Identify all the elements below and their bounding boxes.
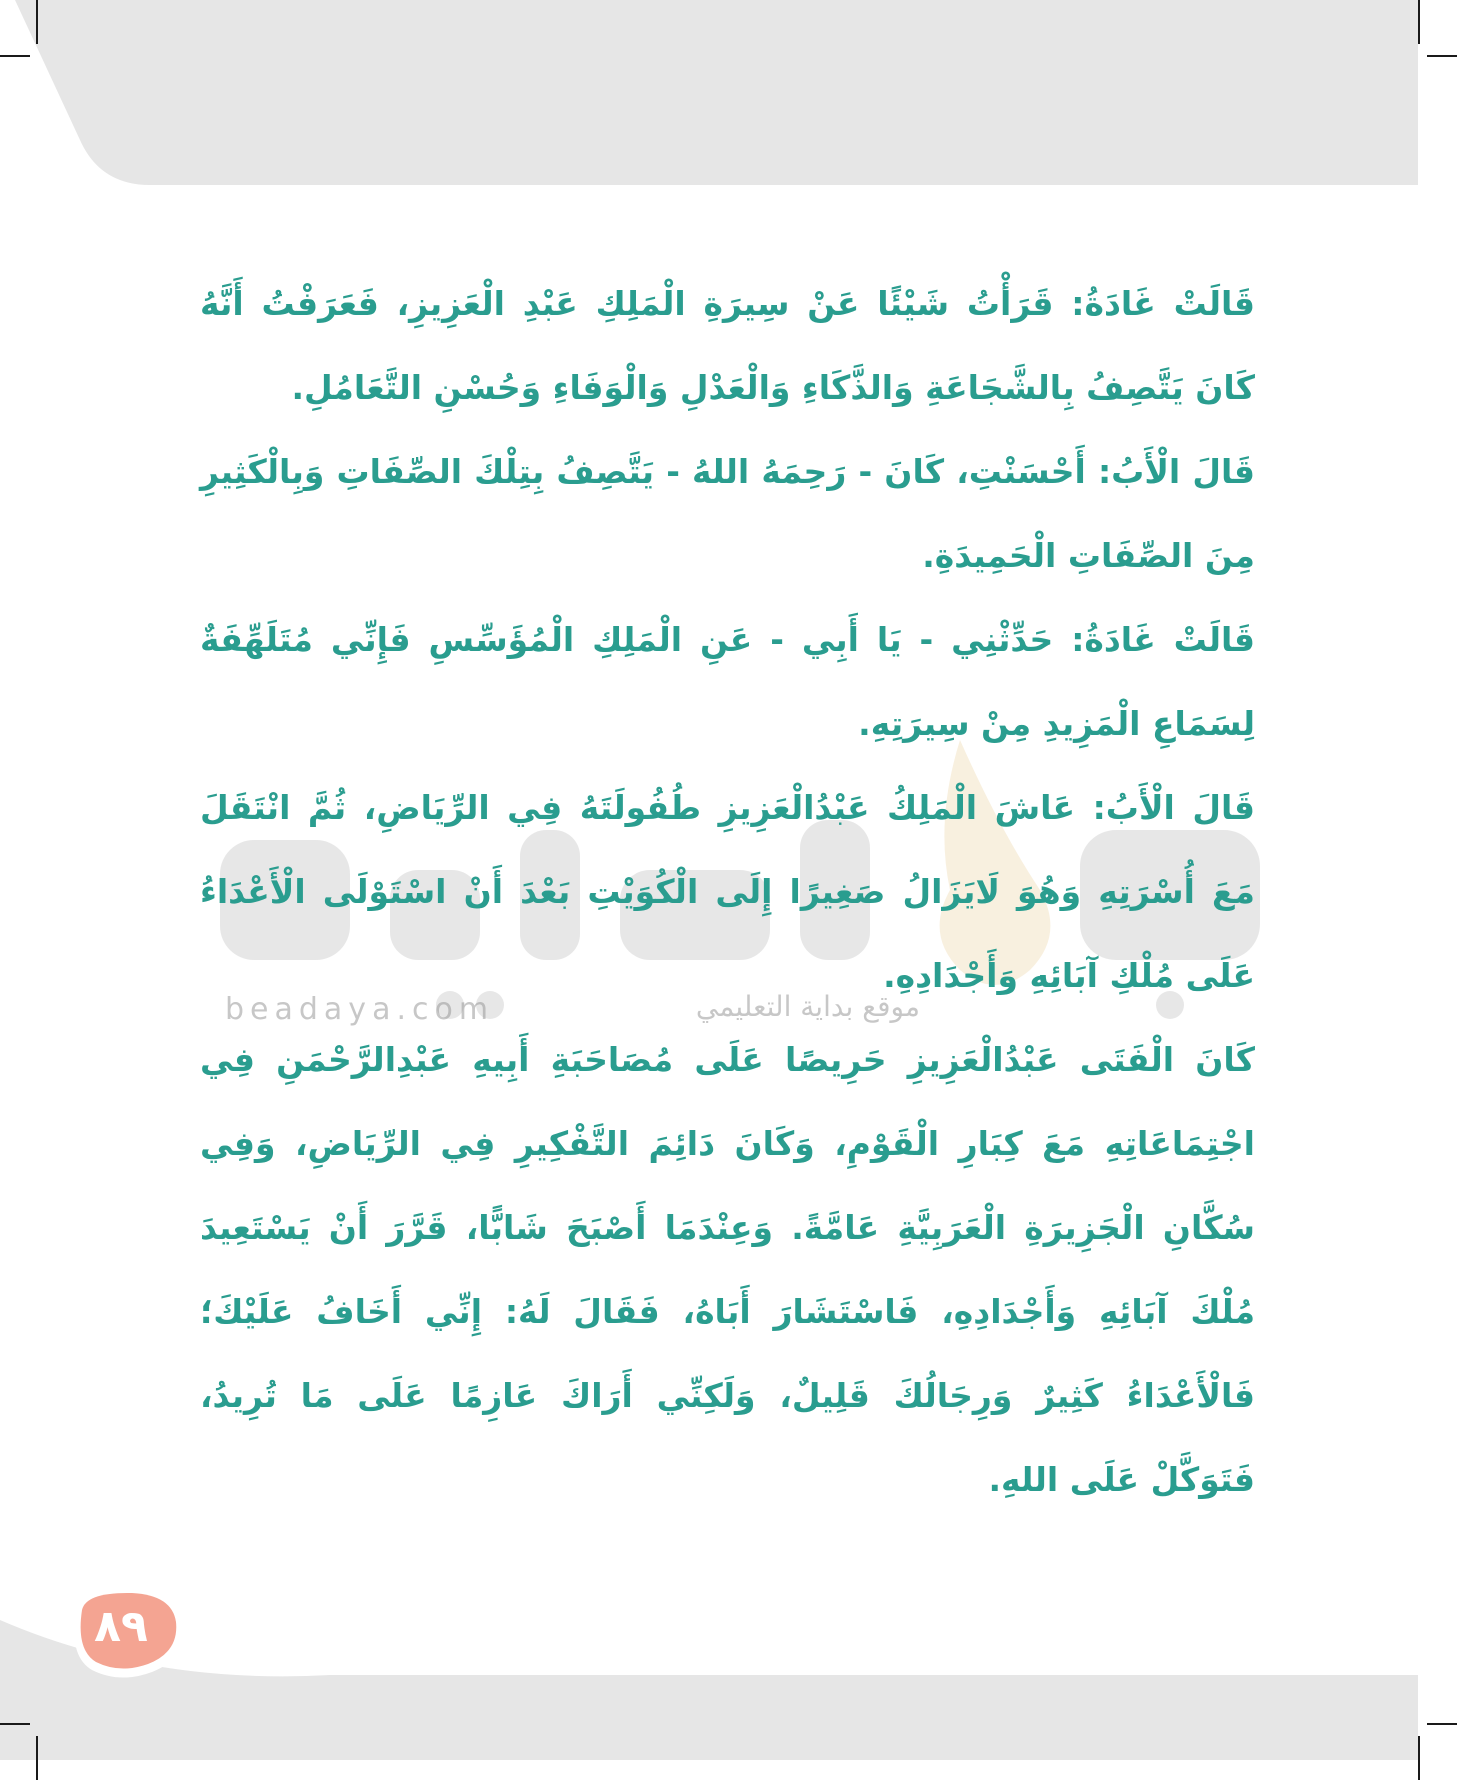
paragraph-2: قَالَ الْأَبُ: أَحْسَنْتِ، كَانَ - رَحِمَهُ اللهُ - يَتَّصِفُ بِتِلْكَ الصِّفَاتِ وَبِالْكَثِيرِ مِنَ الصِّفَاتِ الْحَمِيدَةِ.	[200, 452, 1255, 575]
watermark-url: beadaya.com	[225, 992, 495, 1027]
watermark-tagline: موقع بداية التعليمي	[695, 990, 920, 1023]
crop-mark-top-left-horizontal	[0, 55, 30, 57]
paragraph-4: قَالَ الْأَبُ: عَاشَ الْمَلِكُ عَبْدُالْعَزِيزِ طُفُولَتَهُ فِي الرِّيَاضِ، ثُمَّ انْتَقَلَ مَعَ أُسْرَتِهِ وَهُوَ لَايَزَالُ صَغِيرًا إِلَى الْكُوَيْتِ بَعْدَ أَنْ اسْتَوْلَى الْأَعْدَاءُ عَلَى مُلْكِ آبَائِهِ وَأَجْدَادِهِ.	[200, 788, 1255, 995]
story-text	[200, 262, 1255, 1522]
top-decorative-band	[0, 0, 1457, 190]
crop-mark-top-right-vertical	[1418, 0, 1420, 44]
crop-mark-bottom-left-horizontal	[0, 1723, 30, 1725]
crop-mark-bottom-right-horizontal	[1427, 1723, 1457, 1725]
crop-mark-top-left-vertical	[36, 0, 38, 44]
page-number: ٨٩	[94, 1600, 148, 1652]
crop-mark-bottom-left-vertical	[36, 1736, 38, 1780]
paragraph-1: قَالَتْ غَادَةُ: قَرَأْتُ شَيْئًا عَنْ سِيرَةِ الْمَلِكِ عَبْدِ الْعَزِيزِ، فَعَرَفْتُ أَنَّهُ كَانَ يَتَّصِفُ بِالشَّجَاعَةِ وَالذَّكَاءِ وَالْعَدْلِ وَالْوَفَاءِ وَحُسْنِ التَّعَامُلِ.	[200, 284, 1255, 407]
crop-mark-bottom-right-vertical	[1418, 1736, 1420, 1780]
bottom-decorative-band	[0, 1590, 1457, 1780]
paragraph-3: قَالَتْ غَادَةُ: حَدِّثْنِي - يَا أَبِي - عَنِ الْمَلِكِ الْمُؤَسِّسِ فَإِنِّي مُتَلَهِّفَةٌ لِسَمَاعِ الْمَزِيدِ مِنْ سِيرَتِهِ.	[200, 620, 1255, 743]
paragraph-5: كَانَ الْفَتَى عَبْدُالْعَزِيزِ حَرِيصًا عَلَى مُصَاحَبَةِ أَبِيهِ عَبْدِالرَّحْمَنِ فِي اجْتِمَاعَاتِهِ مَعَ كِبَارِ الْقَوْمِ، وَكَانَ دَائِمَ التَّفْكِيرِ فِي الرِّيَاضِ، وَفِي سُكَّانِ الْجَزِيرَةِ الْعَرَبِيَّةِ عَامَّةً. وَعِنْدَمَا أَصْبَحَ شَابًّا، قَرَّرَ أَنْ يَسْتَعِيدَ مُلْكَ آبَائِهِ وَأَجْدَادِهِ، فَاسْتَشَارَ أَبَاهُ، فَقَالَ لَهُ: إِنِّي أَخَافُ عَلَيْكَ؛ فَالْأَعْدَاءُ كَثِيرٌ وَرِجَالُكَ قَلِيلٌ، وَلَكِنِّي أَرَاكَ عَازِمًا عَلَى مَا تُرِيدُ، فَتَوَكَّلْ عَلَى اللهِ.	[200, 1040, 1255, 1499]
crop-mark-top-right-horizontal	[1427, 55, 1457, 57]
